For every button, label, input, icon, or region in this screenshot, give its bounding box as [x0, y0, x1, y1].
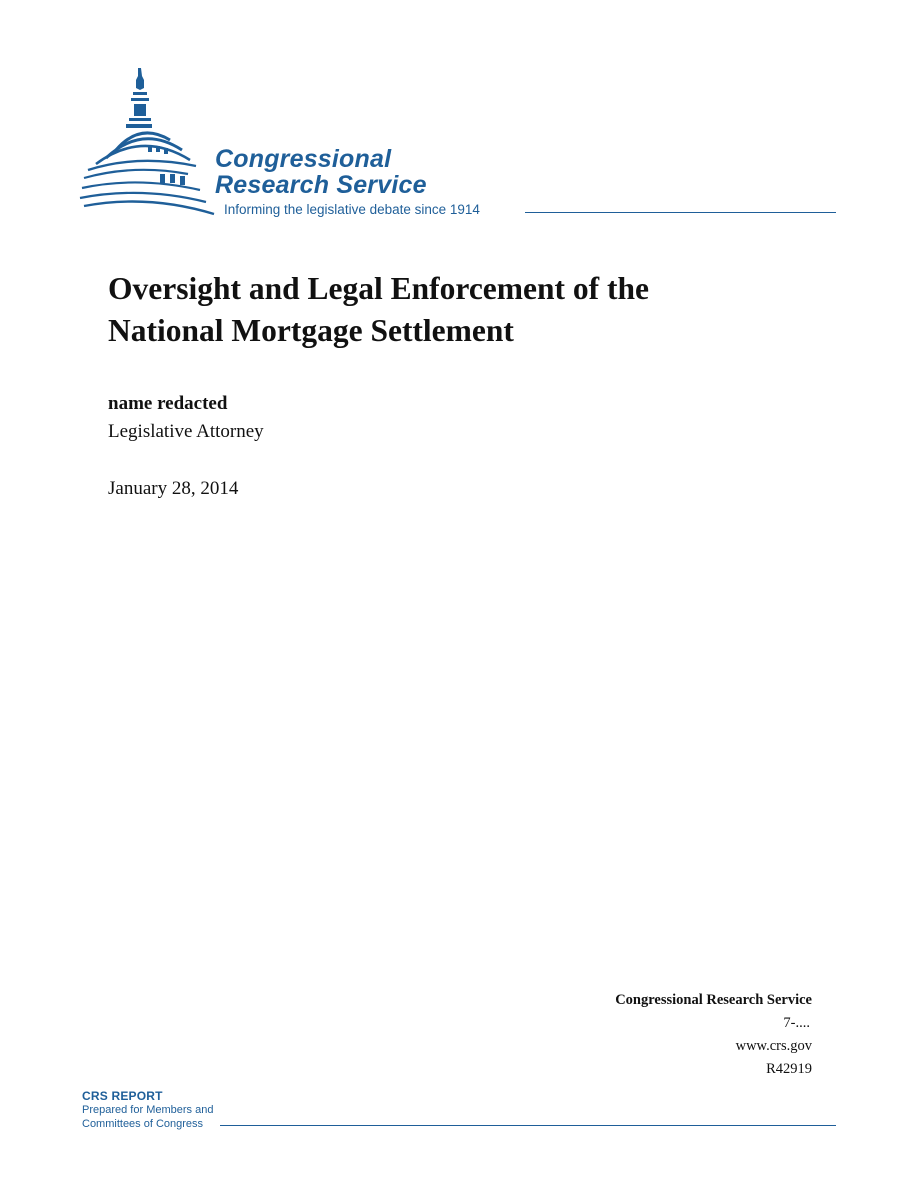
contact-info: [615, 989, 812, 1081]
brand-name-line1: Congressional: [215, 145, 392, 173]
footer-line3: Committees of Congress: [82, 1118, 204, 1130]
report-title-line1: Oversight and Legal Enforcement of the: [108, 271, 649, 306]
footer-divider: [220, 1125, 836, 1126]
report-title-line2: National Mortgage Settlement: [108, 313, 514, 348]
website-link[interactable]: www.crs.gov: [735, 1038, 812, 1054]
author-role: Legislative Attorney: [108, 421, 264, 442]
header-divider: [525, 212, 836, 213]
report-title: [108, 268, 808, 352]
brand-tagline: Informing the legislative debate since 1914: [224, 202, 480, 217]
footer: [82, 1089, 213, 1131]
footer-label: CRS REPORT: [82, 1089, 163, 1103]
footer-line2: Prepared for Members and: [82, 1104, 214, 1116]
organization-name: Congressional Research Service: [615, 992, 812, 1008]
brand-name-line2: Research Service: [215, 171, 427, 199]
author-name: name redacted: [108, 393, 228, 414]
capitol-dome-icon: [78, 66, 218, 218]
brand-name: [215, 146, 427, 198]
phone-number: 7-....: [783, 1015, 810, 1031]
report-number: R42919: [766, 1061, 812, 1077]
report-date: January 28, 2014: [108, 478, 239, 499]
